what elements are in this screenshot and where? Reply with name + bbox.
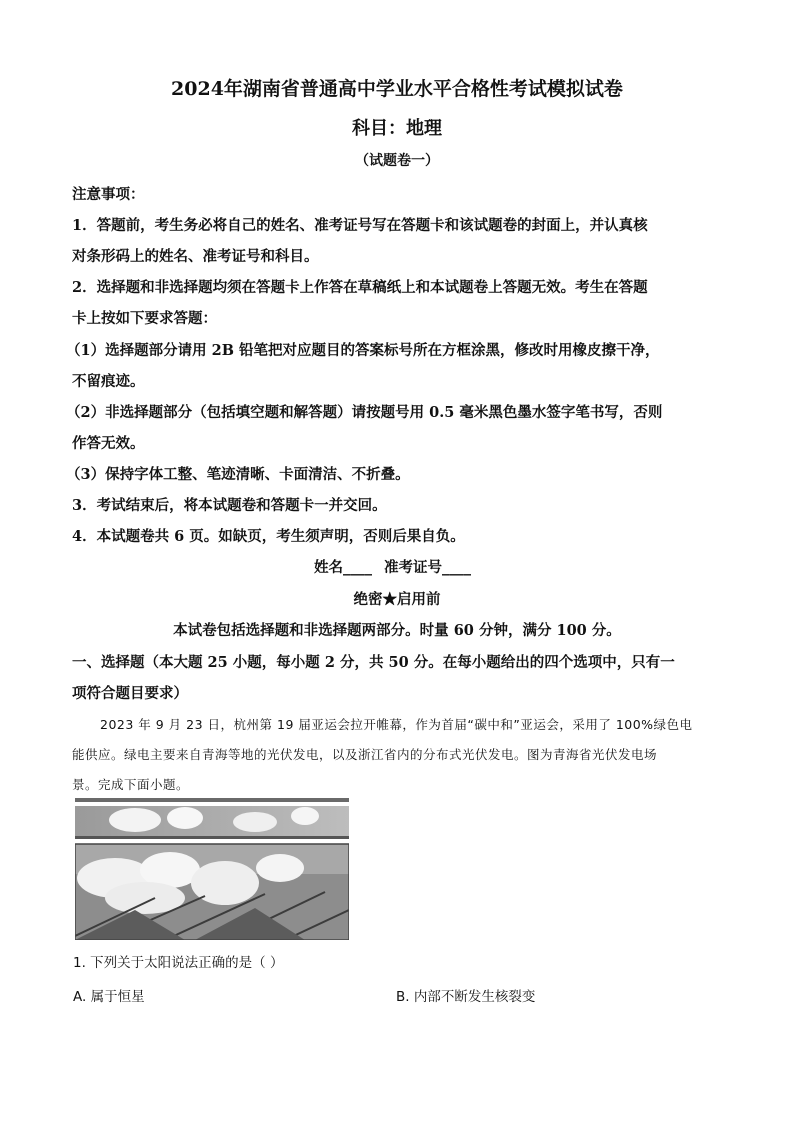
notice-item-3: 3．考试结束后，将本试题卷和答题卡一并交回。: [72, 497, 387, 514]
question-1-stem: 1. 下列关于太阳说法正确的是（ ）: [73, 955, 284, 971]
passage-line-2: 能供应。绿电主要来自青海等地的光伏发电，以及浙江省内的分布式光伏发电。图为青海省光伏发电场: [72, 747, 658, 762]
notice-item-1-line-2: 对条形码上的姓名、准考证号和科目。: [72, 248, 319, 265]
secret-mark: 绝密★启用前: [353, 591, 441, 608]
exam-title: 2024年湖南省普通高中学业水平合格性考试模拟试卷: [171, 78, 623, 100]
notice-sub-1-line-1: （1）选择题部分请用 2B 铅笔把对应题目的答案标号所在方框涂黑，修改时用橡皮擦干净，: [66, 342, 660, 359]
section-1-heading-line-2: 项符合题目要求）: [72, 685, 188, 702]
candidate-name-label: 姓名____: [314, 559, 372, 576]
notice-sub-2-line-2: 作答无效。: [72, 435, 145, 452]
notice-item-2-line-1: 2．选择题和非选择题均须在答题卡上作答在草稿纸上和本试题卷上答题无效。考生在答题: [72, 279, 648, 296]
solar-farm-photo: [75, 798, 349, 940]
notice-sub-3: （3）保持字体工整、笔迹清晰、卡面清洁、不折叠。: [66, 466, 410, 483]
candidate-id-label: 准考证号____: [384, 559, 471, 576]
passage-line-3: 景。完成下面小题。: [72, 777, 190, 792]
notice-sub-1-line-2: 不留痕迹。: [72, 373, 145, 390]
subject-heading: 科目：地理: [352, 118, 442, 139]
paper-number: （试题卷一）: [355, 153, 439, 169]
notice-item-4: 4．本试题卷共 6 页。如缺页，考生须声明，否则后果自负。: [72, 528, 465, 545]
exam-intro: 本试卷包括选择题和非选择题两部分。时量 60 分钟，满分 100 分。: [173, 622, 621, 639]
passage-line-1: 2023 年 9 月 23 日，杭州第 19 届亚运会拉开帷幕，作为首届“碳中和”亚运会，采用了 100%绿色电: [100, 717, 693, 732]
notice-heading: 注意事项：: [72, 186, 145, 203]
question-1-option-a: A. 属于恒星: [73, 989, 145, 1005]
notice-item-2-line-2: 卡上按如下要求答题：: [72, 310, 217, 327]
question-1-option-b: B. 内部不断发生核裂变: [396, 989, 536, 1005]
notice-sub-2-line-1: （2）非选择题部分（包括填空题和解答题）请按题号用 0.5 毫米黑色墨水签字笔书写，否则: [66, 404, 663, 421]
section-1-heading-line-1: 一、选择题（本大题 25 小题，每小题 2 分，共 50 分。在每小题给出的四个选项中，只有一: [72, 654, 675, 671]
notice-item-1-line-1: 1．答题前，考生务必将自己的姓名、准考证号写在答题卡和该试题卷的封面上，并认真核: [72, 217, 648, 234]
